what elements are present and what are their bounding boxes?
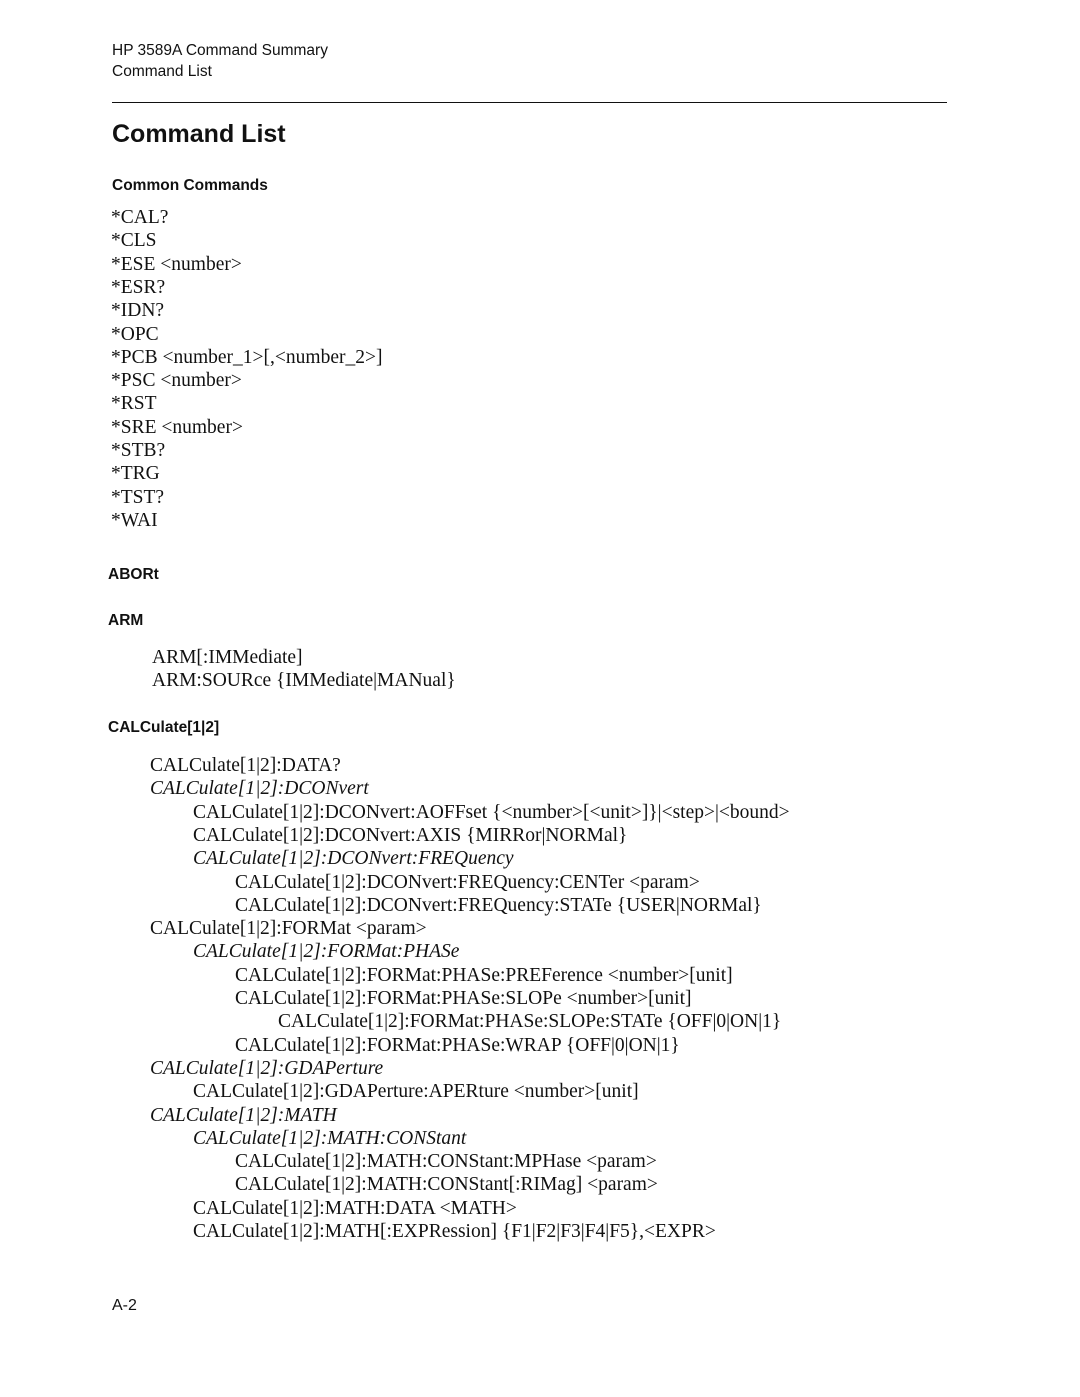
common-command-item: *ESR?	[111, 276, 166, 298]
running-header	[112, 40, 328, 82]
calculate-command-item: CALCulate[1|2]:DATA?	[150, 755, 341, 776]
calculate-command-item: CALCulate[1|2]:FORMat:PHASe:SLOPe:STATe {OFF|0|ON|1}	[278, 1011, 782, 1033]
common-command-item: *WAI	[111, 509, 158, 531]
calculate-command-item: CALCulate[1|2]:MATH:CONStant[:RIMag] <param>	[235, 1174, 658, 1196]
calculate-subsystem-node: CALCulate[1|2]:FORMat:PHASe	[193, 941, 460, 963]
header-rule	[112, 102, 947, 103]
section-heading-arm: ARM	[108, 612, 144, 629]
common-command-item: *PCB <number_1>[,<number_2>]	[111, 346, 383, 368]
common-command-item: *SRE <number>	[111, 416, 243, 438]
calculate-command-item: CALCulate[1|2]:DCONvert:FREQuency:CENTer <param>	[235, 871, 700, 893]
common-command-item: *STB?	[111, 440, 166, 461]
calculate-command-item: CALCulate[1|2]:MATH:CONStant:MPHase <param>	[235, 1151, 657, 1173]
common-command-item: *ESE <number>	[111, 253, 242, 275]
section-heading-abort: ABORt	[108, 566, 159, 583]
running-header-line-1: HP 3589A Command Summary	[112, 42, 328, 59]
common-command-item: *RST	[111, 393, 157, 415]
calculate-command-item: CALCulate[1|2]:FORMat <param>	[150, 918, 427, 940]
calculate-command-item: CALCulate[1|2]:DCONvert:AXIS {MIRRor|NORMal}	[193, 824, 628, 846]
common-command-item: *CLS	[111, 230, 157, 252]
common-command-item: *CAL?	[111, 207, 169, 228]
common-command-item: *IDN?	[111, 300, 165, 322]
calculate-command-item: CALCulate[1|2]:GDAPerture:APERture <number>[unit]	[193, 1081, 639, 1103]
calculate-subsystem-node: CALCulate[1|2]:DCONvert:FREQuency	[193, 848, 514, 870]
calculate-command-item: CALCulate[1|2]:FORMat:PHASe:PREFerence <number>[unit]	[235, 964, 733, 986]
calculate-subsystem-node: CALCulate[1|2]:GDAPerture	[150, 1057, 384, 1079]
common-command-item: *TRG	[111, 463, 160, 485]
common-command-item: *OPC	[111, 323, 159, 345]
arm-command-item: ARM[:IMMediate]	[152, 647, 303, 668]
common-command-item: *PSC <number>	[111, 370, 242, 392]
running-header-line-2: Command List	[112, 63, 212, 80]
calculate-command-item: CALCulate[1|2]:MATH[:EXPRession] {F1|F2|F3|F4|F5},<EXPR>	[193, 1221, 716, 1242]
calculate-command-item: CALCulate[1|2]:FORMat:PHASe:SLOPe <number>[unit]	[235, 988, 692, 1009]
calculate-command-item: CALCulate[1|2]:DCONvert:AOFFset {<number>[<unit>]}|<step>|<bound>	[193, 801, 790, 823]
section-heading-calculate: CALCulate[1|2]	[108, 719, 220, 736]
page-number: A-2	[112, 1297, 137, 1314]
calculate-command-item: CALCulate[1|2]:DCONvert:FREQuency:STATe {USER|NORMal}	[235, 894, 762, 916]
calculate-command-item: CALCulate[1|2]:MATH:DATA <MATH>	[193, 1197, 517, 1219]
common-command-item: *TST?	[111, 486, 165, 508]
calculate-command-item: CALCulate[1|2]:FORMat:PHASe:WRAP {OFF|0|ON|1}	[235, 1034, 680, 1056]
page-title: Command List	[112, 120, 286, 148]
arm-command-item: ARM:SOURce {IMMediate|MANual}	[152, 670, 456, 692]
section-heading-common-commands: Common Commands	[112, 177, 268, 194]
calculate-subsystem-node: CALCulate[1|2]:DCONvert	[150, 778, 369, 800]
calculate-subsystem-node: CALCulate[1|2]:MATH:CONStant	[193, 1127, 467, 1149]
calculate-subsystem-node: CALCulate[1|2]:MATH	[150, 1104, 337, 1126]
